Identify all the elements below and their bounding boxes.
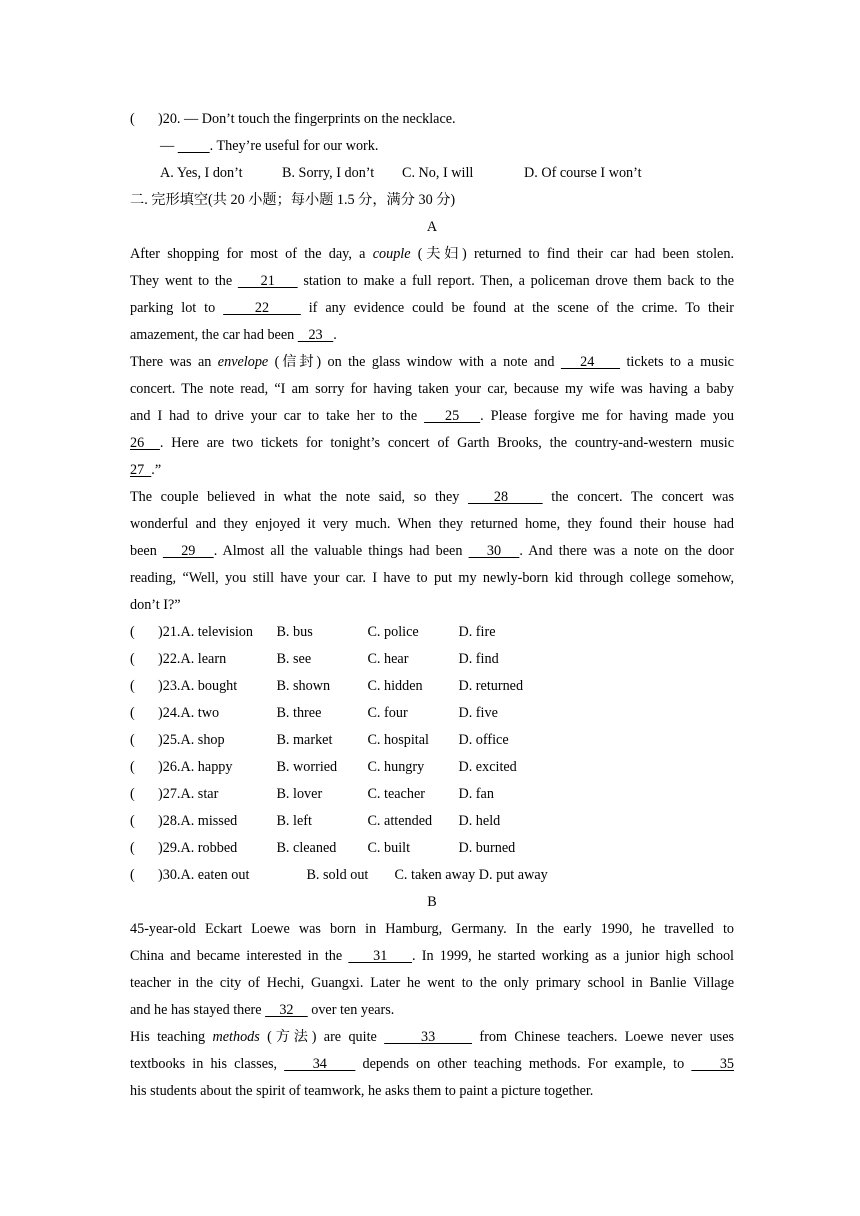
- passage-text: and he has stayed there: [130, 1002, 266, 1018]
- italic-term: envelope: [217, 354, 269, 370]
- reply-blank[interactable]: [178, 138, 210, 154]
- passage-text: His teaching: [130, 1029, 213, 1045]
- option-a[interactable]: A. robbed: [180, 840, 238, 856]
- passage-line: [130, 322, 734, 349]
- passage-line: [130, 295, 734, 322]
- question-row: [130, 754, 734, 781]
- passage-text: . Please forgive me for having made you: [480, 408, 734, 424]
- option-d[interactable]: D. office: [458, 732, 509, 748]
- question-number: )20.: [158, 111, 181, 127]
- exam-page: [130, 106, 734, 1105]
- passage-text: the concert. The concert was: [542, 489, 734, 505]
- option-c[interactable]: C. hospital: [367, 732, 429, 748]
- option-c[interactable]: C. hidden: [367, 678, 423, 694]
- option-c[interactable]: C. police: [367, 624, 419, 640]
- passage-line: [130, 916, 734, 943]
- passage-text: . Almost all the valuable things had been: [213, 543, 469, 559]
- passage-text: parking lot to: [130, 300, 224, 316]
- passage-line: [130, 1051, 734, 1078]
- passage-text: over ten years.: [307, 1002, 395, 1018]
- passage-text: tickets to a music: [620, 354, 734, 370]
- answer-paren[interactable]: (: [130, 840, 135, 856]
- answer-blank[interactable]: 24: [560, 354, 621, 370]
- question-number: )25.: [158, 732, 181, 748]
- passage-line: [130, 538, 734, 565]
- questions-21-30: [130, 619, 734, 889]
- passage-line: [130, 457, 734, 484]
- question-20: [130, 106, 734, 133]
- option-b[interactable]: B. cleaned: [276, 840, 337, 856]
- option-a[interactable]: A. Yes, I don’t: [160, 165, 243, 181]
- passage-line: [130, 997, 734, 1024]
- answer-blank[interactable]: 28: [468, 489, 543, 505]
- passage-text: and I had to drive your car to take her to the: [130, 408, 425, 424]
- option-d[interactable]: D. find: [458, 651, 499, 667]
- option-d[interactable]: D. fan: [458, 786, 494, 802]
- question-number: )29.: [158, 840, 181, 856]
- option-b[interactable]: B. lover: [276, 786, 323, 802]
- passage-line: [130, 565, 734, 592]
- option-b[interactable]: B. three: [276, 705, 322, 721]
- option-d[interactable]: D. five: [458, 705, 498, 721]
- question-row: [130, 781, 734, 808]
- answer-blank[interactable]: 31: [348, 948, 413, 964]
- passage-text: . And there was a note on the door: [519, 543, 734, 559]
- option-c[interactable]: C. built: [367, 840, 411, 856]
- passage-line: [130, 484, 734, 511]
- passage-text: wonderful and they enjoyed it very much. When they returned home, they found their house had: [130, 516, 734, 532]
- answer-blank[interactable]: 29: [162, 543, 214, 559]
- passage-text: reading, “Well, you still have your car. I have to put my newly-born kid through college somehow,: [130, 570, 734, 586]
- option-b[interactable]: B. market: [276, 732, 333, 748]
- option-d[interactable]: D. fire: [458, 624, 496, 640]
- answer-paren[interactable]: (: [130, 651, 135, 667]
- passage-line: [130, 430, 734, 457]
- option-c[interactable]: C. hungry: [367, 759, 425, 775]
- option-a[interactable]: A. shop: [180, 732, 225, 748]
- answer-blank[interactable]: 27: [130, 462, 152, 478]
- question-row: [130, 862, 734, 889]
- passage-line: [130, 403, 734, 430]
- question-20-options: [130, 160, 734, 187]
- passage-text: from Chinese teachers. Loewe never uses: [472, 1029, 734, 1045]
- passage-line: [130, 1078, 734, 1105]
- option-a[interactable]: A. learn: [180, 651, 227, 667]
- passage-text: China and became interested in the: [130, 948, 349, 964]
- passage-text: .”: [151, 462, 162, 478]
- answer-paren[interactable]: (: [130, 867, 135, 883]
- question-prompt: — Don’t touch the fingerprints on the necklace.: [184, 111, 456, 127]
- section-heading: 二. 完形填空(共 20 小题；每小题 1.5 分，满分 30 分): [130, 192, 456, 208]
- question-row: [130, 808, 734, 835]
- question-number: )24.: [158, 705, 181, 721]
- option-b[interactable]: B. shown: [276, 678, 331, 694]
- passage-text: station to make a full report. Then, a policeman drove them back to the: [297, 273, 734, 289]
- passage-text: depends on other teaching methods. For example, to: [355, 1056, 692, 1072]
- passage-text: .: [333, 327, 337, 343]
- passage-line: [130, 349, 734, 376]
- option-c[interactable]: C. four: [367, 705, 408, 721]
- passage-text: his students about the spirit of teamwork, he asks them to paint a picture together.: [130, 1083, 594, 1099]
- question-row: [130, 727, 734, 754]
- question-row: [130, 673, 734, 700]
- passage-line: [130, 970, 734, 997]
- answer-blank[interactable]: 22: [223, 300, 301, 316]
- italic-term: methods: [212, 1029, 260, 1045]
- option-a[interactable]: A. two: [180, 705, 220, 721]
- passage-text: After shopping for most of the day, a: [130, 246, 373, 262]
- option-a[interactable]: A. bought: [180, 678, 238, 694]
- option-b[interactable]: B. bus: [276, 624, 313, 640]
- option-b[interactable]: B. worried: [276, 759, 338, 775]
- answer-paren[interactable]: (: [130, 786, 135, 802]
- option-c[interactable]: C. taken away D. put away: [394, 867, 548, 883]
- answer-blank[interactable]: 33: [384, 1029, 473, 1045]
- option-d[interactable]: D. burned: [458, 840, 516, 856]
- answer-paren[interactable]: (: [130, 813, 135, 829]
- option-b[interactable]: B. Sorry, I don’t: [282, 165, 375, 181]
- option-d[interactable]: D. held: [458, 813, 501, 829]
- answer-paren[interactable]: (: [130, 705, 135, 721]
- option-a[interactable]: A. television: [180, 624, 253, 640]
- option-d[interactable]: D. Of course I won’t: [524, 165, 642, 181]
- question-number: )30.: [158, 867, 181, 883]
- passage-line: [130, 1024, 734, 1051]
- question-row: [130, 646, 734, 673]
- answer-paren[interactable]: (: [130, 759, 135, 775]
- question-number: )22.: [158, 651, 181, 667]
- question-row: [130, 835, 734, 862]
- passage-line: [130, 376, 734, 403]
- question-row: [130, 700, 734, 727]
- passage-text: (夫妇) returned to find their car had been stolen.: [410, 246, 734, 262]
- reply-dash: —: [160, 138, 175, 154]
- answer-blank[interactable]: 21: [237, 273, 298, 289]
- answer-blank[interactable]: 30: [468, 543, 520, 559]
- passage-text: (方法) are quite: [259, 1029, 385, 1045]
- passage-line: [130, 592, 734, 619]
- answer-paren[interactable]: (: [130, 732, 135, 748]
- passage-b: [130, 916, 734, 1105]
- reply-text: . They’re useful for our work.: [209, 138, 379, 154]
- passage-text: . In 1999, he started working as a junior high school: [412, 948, 734, 964]
- answer-blank[interactable]: 26: [130, 435, 160, 451]
- passage-text: if any evidence could be found at the scene of the crime. To their: [300, 300, 734, 316]
- option-a[interactable]: A. happy: [180, 759, 233, 775]
- option-c[interactable]: C. No, I will: [402, 165, 474, 181]
- answer-paren[interactable]: (: [130, 624, 135, 640]
- option-c[interactable]: C. attended: [367, 813, 433, 829]
- option-a[interactable]: A. eaten out: [180, 867, 250, 883]
- passage-text: textbooks in his classes,: [130, 1056, 285, 1072]
- question-row: [130, 619, 734, 646]
- option-c[interactable]: C. teacher: [367, 786, 425, 802]
- answer-blank[interactable]: 32: [265, 1002, 308, 1018]
- passage-text: . Here are two tickets for tonight’s concert of Garth Brooks, the country-and-western music: [159, 435, 734, 451]
- option-c[interactable]: C. hear: [367, 651, 409, 667]
- passage-text: teacher in the city of Hechi, Guangxi. Later he went to the only primary school in Banlie Village: [130, 975, 734, 991]
- question-number: )28.: [158, 813, 181, 829]
- passage-a: [130, 241, 734, 619]
- option-a[interactable]: A. star: [180, 786, 219, 802]
- question-20-reply: [130, 133, 734, 160]
- passage-line: [130, 268, 734, 295]
- answer-paren[interactable]: (: [130, 111, 135, 127]
- question-number: )21.: [158, 624, 181, 640]
- passage-line: [130, 511, 734, 538]
- passage-text: don’t I?”: [130, 597, 181, 613]
- option-b[interactable]: B. see: [276, 651, 312, 667]
- question-number: )26.: [158, 759, 181, 775]
- passage-text: There was an: [130, 354, 218, 370]
- passage-text: amazement, the car had been: [130, 327, 298, 343]
- option-b[interactable]: B. left: [276, 813, 312, 829]
- answer-blank[interactable]: 23: [297, 327, 334, 343]
- passage-text: They went to the: [130, 273, 238, 289]
- question-number: )27.: [158, 786, 181, 802]
- passage-text: The couple believed in what the note said, so they: [130, 489, 469, 505]
- passage-text: 45-year-old Eckart Loewe was born in Hamburg, Germany. In the early 1990, he travelled to: [130, 921, 734, 937]
- passage-text: been: [130, 543, 163, 559]
- answer-blank[interactable]: 25: [424, 408, 481, 424]
- passage-b-label: B: [427, 894, 437, 910]
- italic-term: couple: [372, 246, 411, 262]
- passage-a-label: A: [426, 219, 438, 235]
- question-number: )23.: [158, 678, 181, 694]
- passage-line: [130, 943, 734, 970]
- answer-blank[interactable]: 34: [284, 1056, 356, 1072]
- option-d[interactable]: D. returned: [458, 678, 524, 694]
- answer-paren[interactable]: (: [130, 678, 135, 694]
- answer-blank[interactable]: 35: [691, 1056, 734, 1072]
- passage-line: [130, 241, 734, 268]
- option-a[interactable]: A. missed: [180, 813, 238, 829]
- option-b[interactable]: B. sold out: [306, 867, 369, 883]
- passage-text: (信封) on the glass window with a note and: [268, 354, 561, 370]
- passage-text: concert. The note read, “I am sorry for having taken your car, because my wife was having a baby: [130, 381, 734, 397]
- option-d[interactable]: D. excited: [458, 759, 517, 775]
